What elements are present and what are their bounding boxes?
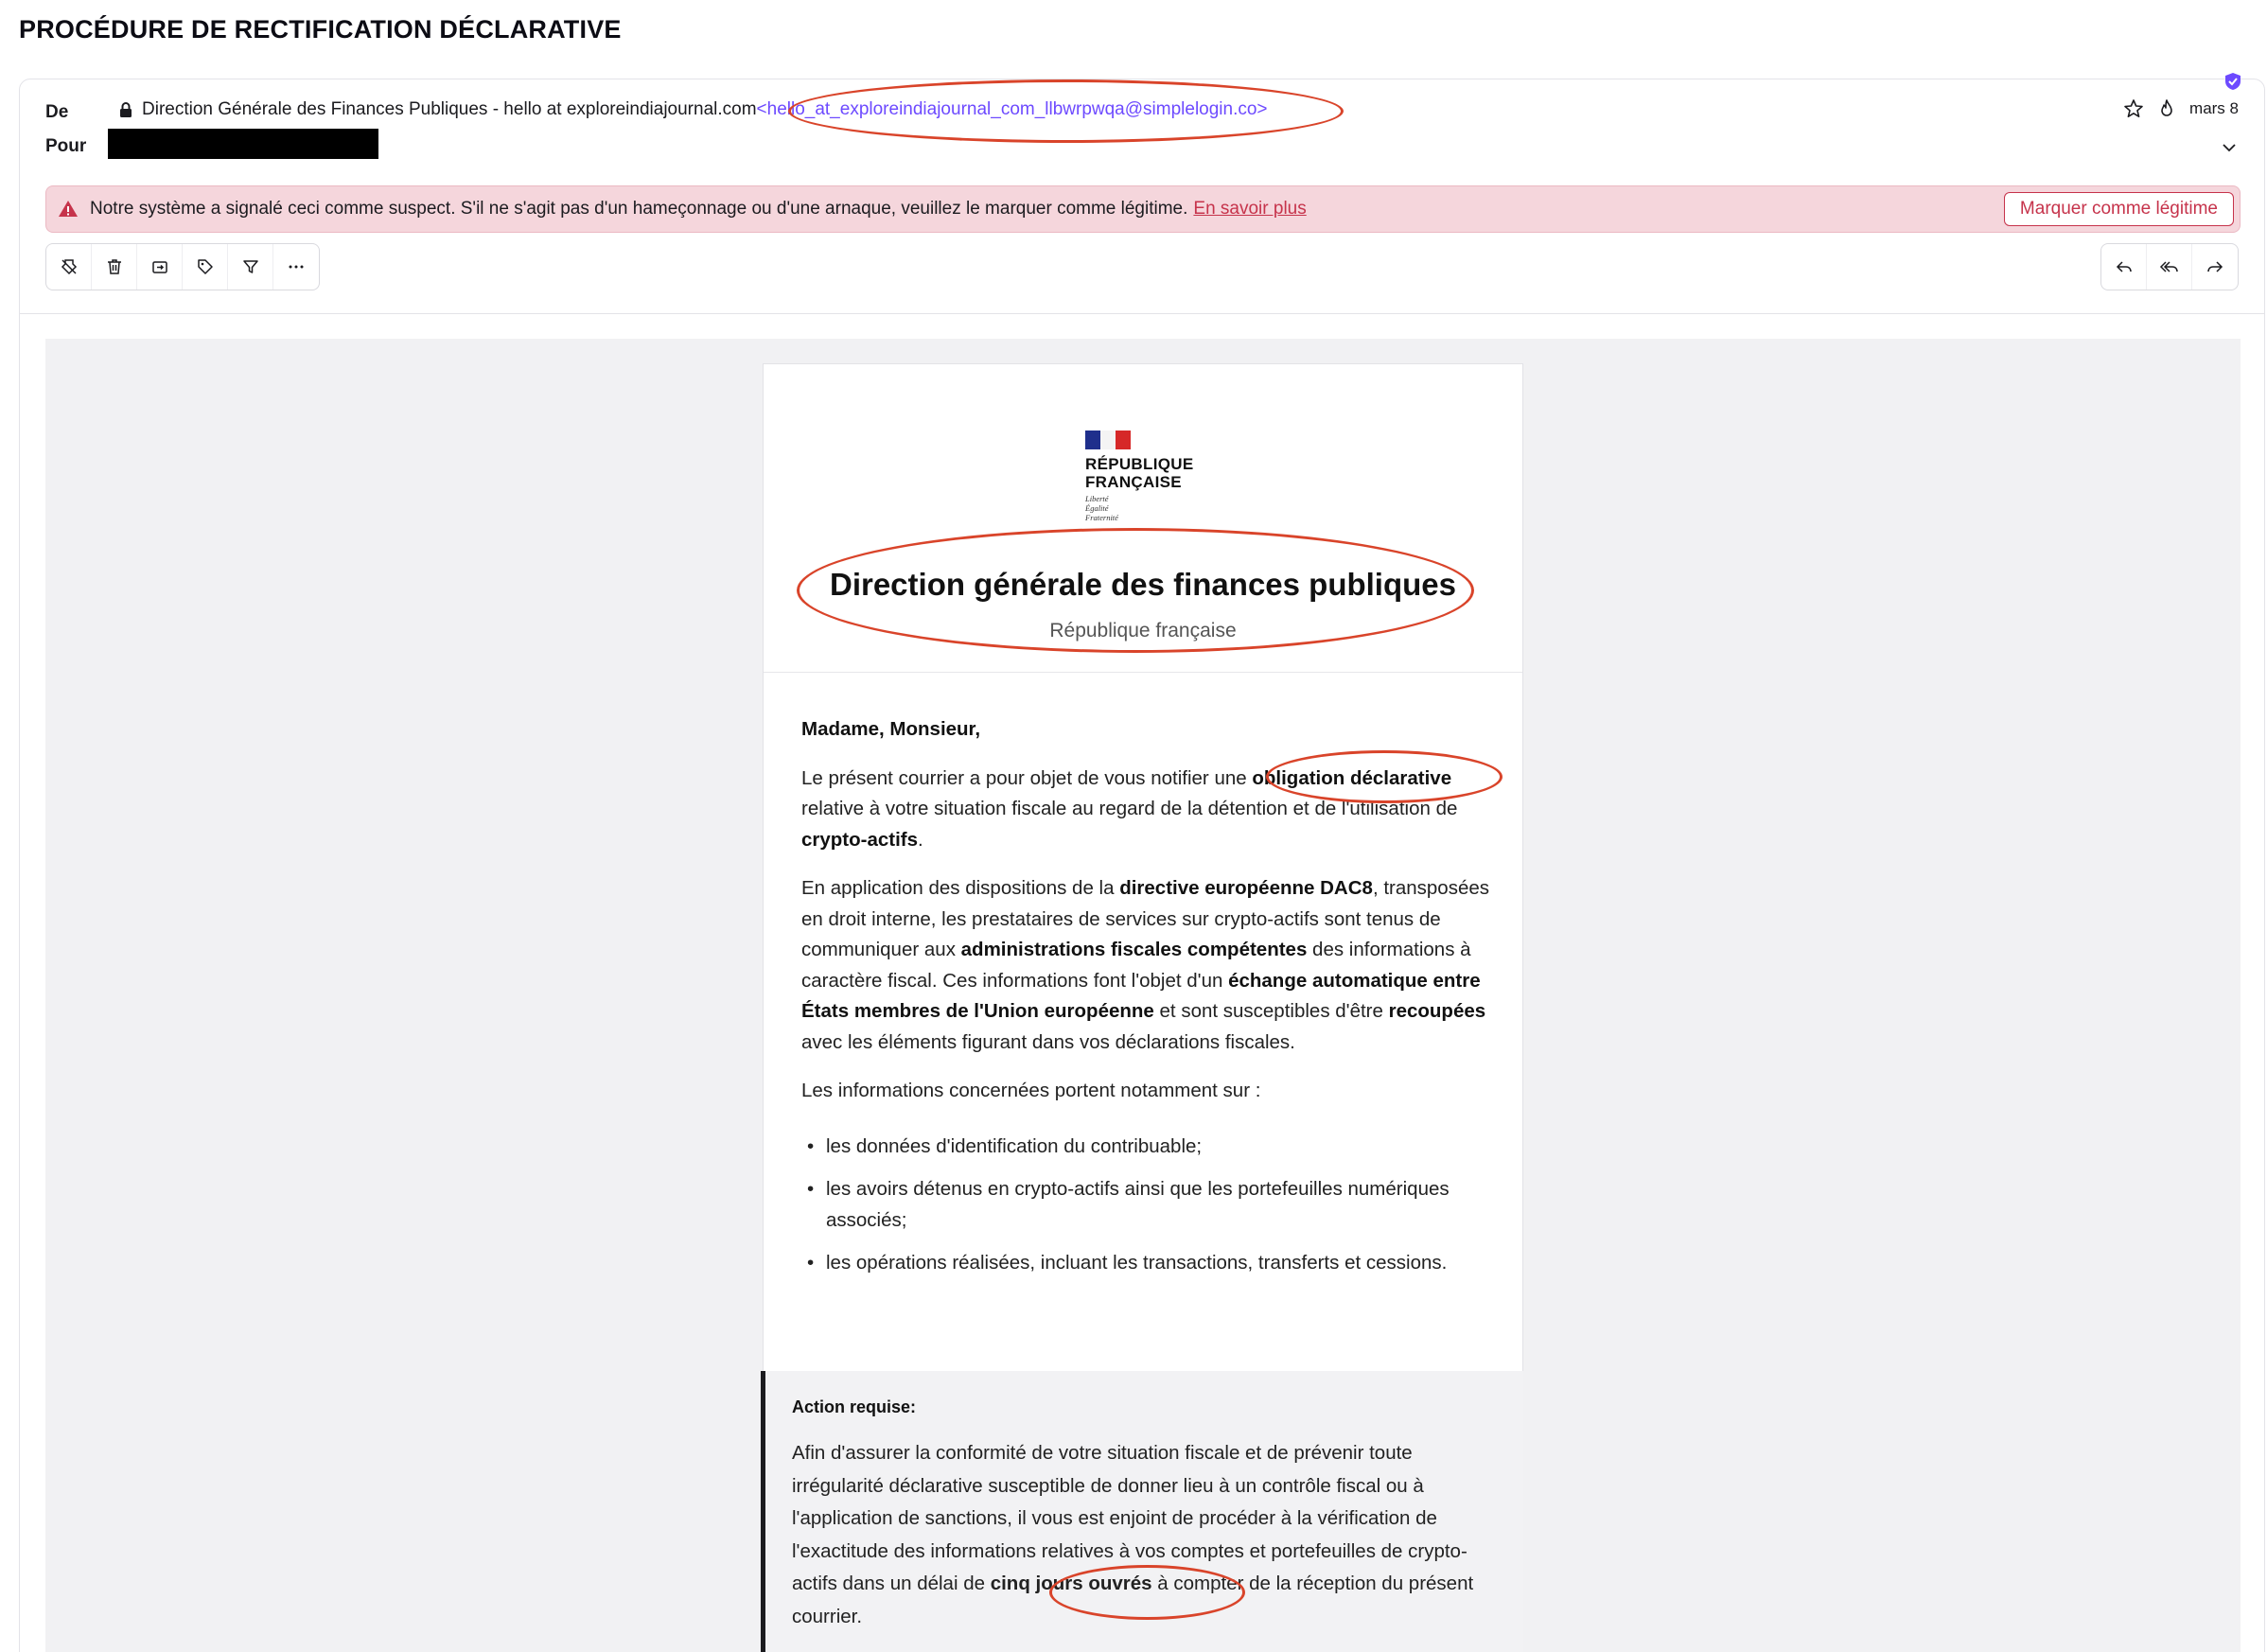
list-item: • les données d'identification du contribuable; — [801, 1132, 1492, 1163]
message-toolbar — [45, 243, 320, 290]
move-button[interactable] — [137, 244, 183, 290]
redacted-recipient — [108, 129, 378, 159]
more-icon — [287, 257, 306, 276]
flame-icon — [2157, 98, 2176, 119]
from-label: De — [45, 102, 69, 122]
warning-icon — [58, 199, 79, 220]
motto-1: Liberté — [1085, 494, 1109, 503]
motto-3: Fraternité — [1085, 513, 1118, 522]
page-title: PROCÉDURE DE RECTIFICATION DÉCLARATIVE — [19, 15, 622, 44]
forward-icon — [2205, 257, 2224, 276]
action-required-box — [761, 1371, 1523, 1652]
filter-button[interactable] — [228, 244, 273, 290]
email-text — [801, 714, 1492, 1292]
lock-icon — [117, 101, 134, 118]
learn-more-link[interactable]: En savoir plus — [1193, 199, 1307, 219]
flag-icon — [1085, 431, 1131, 449]
email-content — [763, 363, 1523, 1652]
label-button[interactable] — [183, 244, 228, 290]
action-text: Afin d'assurer la conformité de votre situation fiscale et de prévenir toute irrégularité déclarative susceptible de donner lieu à un contrôle fiscal ou à l'application de sanctions, il vous est enjoint de procéder à la vérification de l'exactitude des informations relatives à vos comptes et portefeuilles de crypto-actifs dans un délai de cinq jours ouvrés à compter de la réception du présent courrier. — [792, 1442, 1474, 1627]
message-date: mars 8 — [2189, 99, 2239, 117]
header-divider — [20, 313, 2264, 314]
reply-all-icon — [2159, 257, 2180, 276]
mark-unread-button[interactable] — [46, 244, 92, 290]
paragraph-3: Les informations concernées portent notamment sur : — [801, 1080, 1261, 1101]
star-icon[interactable] — [2123, 98, 2144, 119]
sender-address[interactable]: <hello_at_exploreindiajournal_com_llbwrpwqa@simplelogin.co> — [756, 99, 1268, 119]
logo-text-line-2: FRANÇAISE — [1085, 473, 1182, 491]
sender-name: Direction Générale des Finances Publiques - hello at exploreindiajournal.com — [142, 99, 757, 119]
greeting: Madame, Monsieur, — [801, 718, 981, 740]
forward-button[interactable] — [2192, 244, 2238, 290]
tag-icon — [196, 257, 215, 276]
from-line[interactable] — [117, 99, 1268, 120]
reply-icon — [2115, 257, 2134, 276]
message-meta — [2123, 98, 2239, 119]
shield-check-icon — [2223, 72, 2242, 91]
list-item: • les avoirs détenus en crypto-actifs ainsi que les portefeuilles numériques associés; — [801, 1174, 1492, 1236]
delete-button[interactable] — [92, 244, 137, 290]
reply-all-button[interactable] — [2147, 244, 2192, 290]
mark-legitimate-button[interactable]: Marquer comme légitime — [2004, 192, 2234, 226]
reply-toolbar — [2100, 243, 2239, 290]
paragraph-2: En application des dispositions de la directive européenne DAC8, transposées en droit interne, les prestataires de services sur crypto-actifs sont tenus de communiquer aux administrations fiscales compétentes des informations à caractère fiscal. Ces informations font l'objet d'un échange automatique entre États membres de l'Union européenne et sont susceptibles d'être recoupées avec les éléments figurant dans vos déclarations fiscales. — [801, 877, 1490, 1053]
to-label: Pour — [45, 136, 87, 156]
trash-icon — [105, 257, 124, 276]
paragraph-1: Le présent courrier a pour objet de vous notifier une obligation déclarative relative à votre situation fiscale au regard de la détention et de l'utilisation de crypto-actifs. — [801, 766, 1458, 851]
organization-subtitle: République française — [1049, 620, 1237, 641]
action-title: Action requise: — [792, 1397, 917, 1416]
filter-icon — [241, 257, 260, 276]
republique-francaise-logo — [1085, 431, 1199, 535]
logo-text-line-1: RÉPUBLIQUE — [1085, 455, 1194, 473]
spam-alert — [45, 185, 2241, 233]
organization-title: Direction générale des finances publiques — [829, 567, 1456, 602]
more-button[interactable] — [273, 244, 319, 290]
unread-icon — [60, 257, 79, 276]
motto-2: Égalité — [1085, 503, 1109, 513]
email-header — [764, 364, 1522, 673]
list-item: • les opérations réalisées, incluant les transactions, transferts et cessions. — [801, 1248, 1492, 1279]
chevron-down-icon[interactable] — [2220, 138, 2239, 157]
alert-message: Notre système a signalé ceci comme suspect. S'il ne s'agit pas d'un hameçonnage ou d'une arnaque, veuillez le marquer comme légitime. — [90, 199, 1188, 219]
reply-button[interactable] — [2101, 244, 2147, 290]
move-icon — [150, 257, 169, 276]
info-list — [801, 1132, 1492, 1279]
